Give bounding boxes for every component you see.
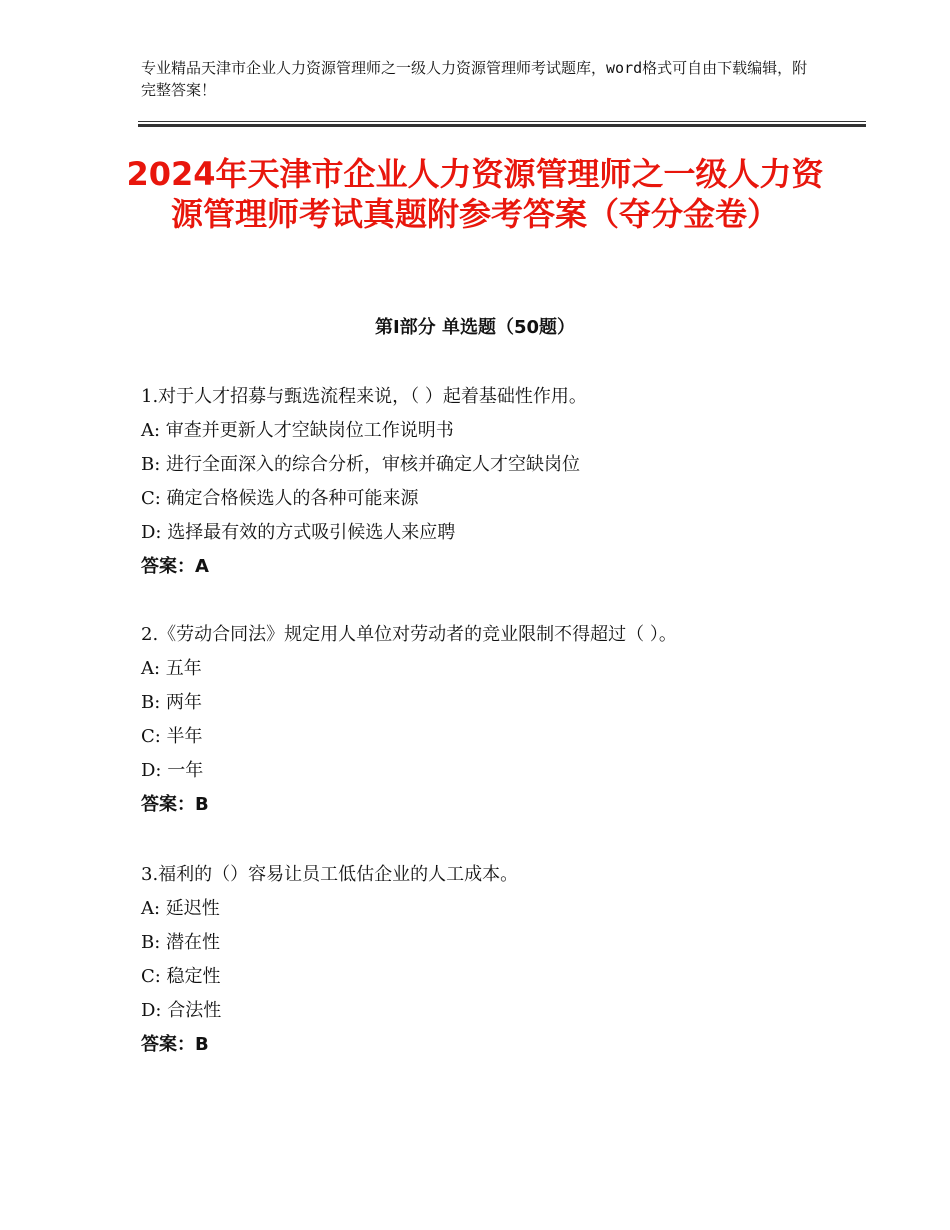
answer-line: 答案：B: [141, 1034, 209, 1055]
option-a: A: 五年: [141, 658, 202, 679]
question-stem: 2.《劳动合同法》规定用人单位对劳动者的竞业限制不得超过（ ）。: [141, 624, 677, 645]
header-divider-thick: [138, 124, 866, 127]
question-block: [141, 380, 821, 584]
option-c: C: 半年: [141, 726, 203, 747]
question-stem: 1.对于人才招募与甄选流程来说，（ ）起着基础性作用。: [141, 386, 587, 407]
question-block: [141, 858, 821, 1062]
option-a: A: 延迟性: [141, 898, 220, 919]
option-c: C: 稳定性: [141, 966, 221, 987]
option-d: D: 一年: [141, 760, 204, 781]
section-heading: 第Ⅰ部分 单选题（50题）: [374, 317, 575, 338]
answer-line: 答案：B: [141, 794, 209, 815]
header-divider-thin: [138, 121, 866, 122]
question-block: [141, 618, 821, 822]
option-d: D: 合法性: [141, 1000, 222, 1021]
option-b: B: 进行全面深入的综合分析，审核并确定人才空缺岗位: [141, 454, 581, 475]
answer-line: 答案：A: [141, 556, 209, 577]
option-d: D: 选择最有效的方式吸引候选人来应聘: [141, 522, 456, 543]
question-stem: 3.福利的（）容易让员工低估企业的人工成本。: [141, 864, 519, 885]
option-b: B: 两年: [141, 692, 203, 713]
option-a: A: 审查并更新人才空缺岗位工作说明书: [141, 420, 454, 441]
header-note: 专业精品天津市企业人力资源管理师之一级人力资源管理师考试题库，word格式可自由下载编辑，附完整答案！: [141, 59, 808, 99]
document-title: 2024年天津市企业人力资源管理师之一级人力资源管理师考试真题附参考答案（夺分金卷）: [126, 155, 824, 233]
option-c: C: 确定合格候选人的各种可能来源: [141, 488, 419, 509]
option-b: B: 潜在性: [141, 932, 221, 953]
